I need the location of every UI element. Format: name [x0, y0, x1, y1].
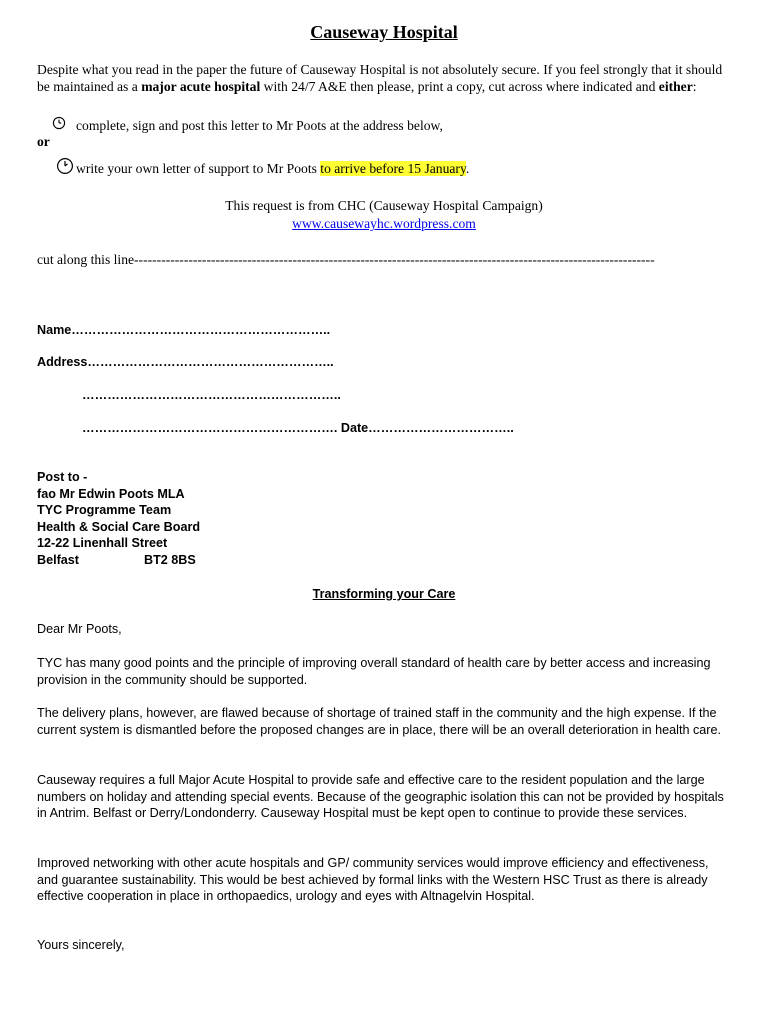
- letter-salutation: Dear Mr Poots,: [37, 622, 122, 636]
- website-row: [0, 215, 768, 232]
- or-label: or: [37, 134, 50, 149]
- option-2-end: .: [465, 160, 470, 176]
- intro-bold-major-acute: major acute hospital: [141, 79, 261, 94]
- address-date-line[interactable]: ……………………………………………………. Date……………………………..: [82, 421, 514, 435]
- letter-subject: Transforming your Care: [312, 587, 456, 601]
- option-1-text: complete, sign and post this letter to Mr Poots at the address below,: [76, 117, 443, 133]
- intro-text-1: Despite what you read in the paper the future of Causeway Hospital is not absolutely secure. If you feel strongly that it should be maintained as a: [37, 62, 723, 94]
- letter-closing: Yours sincerely,: [37, 938, 125, 952]
- request-line: This request is from CHC (Causeway Hospital Campaign): [225, 198, 543, 213]
- intro-text-2: with 24/7 A&E then please, print a copy, cut across where indicated and: [260, 79, 659, 94]
- website-link[interactable]: www.causewayhc.wordpress.com: [292, 216, 476, 231]
- option-2: [56, 157, 469, 179]
- post-to-line-1: fao Mr Edwin Poots MLA: [37, 486, 185, 501]
- post-to-city: Belfast: [37, 552, 79, 567]
- option-2-plain: write your own letter of support to Mr Poots: [76, 160, 321, 176]
- post-to-city-row: [37, 552, 200, 569]
- post-to-heading: Post to -: [37, 470, 88, 484]
- letter-paragraph-1: TYC has many good points and the principle of improving overall standard of health care by better access and increasing provision in the community should be supported.: [37, 656, 711, 687]
- name-field[interactable]: Name……………………………………………………..: [37, 323, 331, 337]
- intro-text-3: :: [692, 79, 697, 94]
- intro-bold-either: either: [658, 79, 693, 94]
- post-to-address: [37, 469, 200, 569]
- address-field[interactable]: Address…………………………………………………..: [37, 355, 334, 369]
- cut-line: cut along this line-------------------------------------------------------------------------------------------------------------------: [37, 252, 655, 267]
- clock-icon: [52, 116, 66, 134]
- letter-paragraph-2: The delivery plans, however, are flawed because of shortage of trained staff in the community and the high expense. If the current system is dismantled before the proposed changes are in place, there will be an overall deterioration in health care.: [37, 706, 721, 737]
- option-1: [52, 116, 443, 134]
- post-to-line-4: 12-22 Linenhall Street: [37, 536, 168, 551]
- post-to-line-3: Health & Social Care Board: [37, 519, 201, 534]
- page-title: Causeway Hospital: [310, 22, 458, 42]
- post-to-line-2: TYC Programme Team: [37, 503, 172, 518]
- intro-paragraph: [37, 61, 737, 95]
- option-2-text: [76, 160, 469, 177]
- letter-paragraph-3: Causeway requires a full Major Acute Hospital to provide safe and effective care to the resident population and the large numbers on holiday and attending special events. Because of the geographic isolation this can not be provided by hospitals in Antrim. Belfast or Derry/Londonderry. Causeway Hospital must be kept open to continue to provide these services.: [37, 773, 724, 821]
- post-to-postcode: BT2 8BS: [144, 552, 196, 567]
- address-line-2[interactable]: ……………………………………………………..: [82, 388, 341, 402]
- clock-icon: [56, 157, 74, 179]
- deadline-highlight: to arrive before 15 January: [320, 160, 466, 176]
- letter-paragraph-4: Improved networking with other acute hospitals and GP/ community services would improve efficiency and effectiveness, and guarantee sustainability. This would be best achieved by formal links with the Western HSC Trust as there is already effective cooperation in place in orthopaedics, urology and eyes with Altnagelvin Hospital.: [37, 856, 709, 904]
